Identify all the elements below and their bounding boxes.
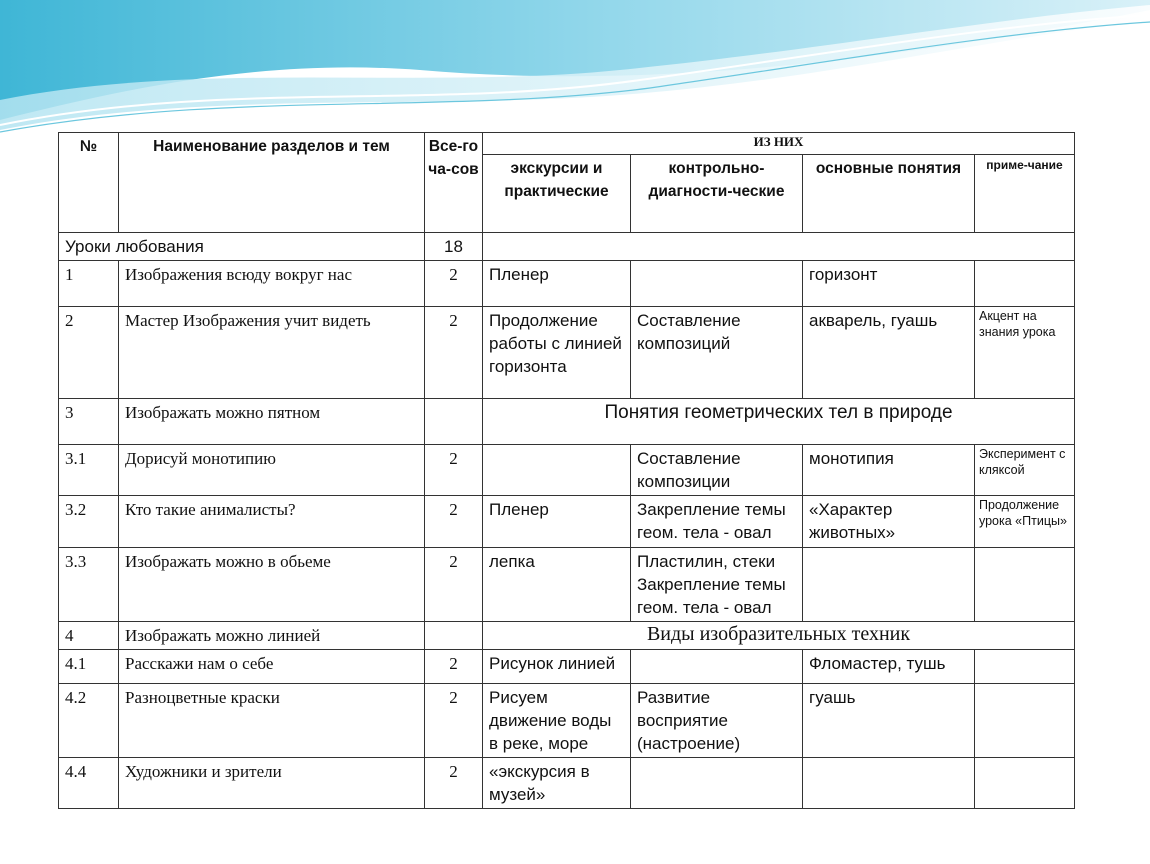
row-name: Дорисуй монотипию [119,445,425,496]
table-row [59,445,1075,496]
row-excursions: Пленер [483,261,631,307]
row-excursions: Рисуем движение воды в реке, море [483,684,631,758]
row-number: 4.2 [59,684,119,758]
header-name: Наименование разделов и тем [119,133,425,233]
row-number: 3 [59,399,119,445]
table-row [59,261,1075,307]
row-hours: 2 [425,684,483,758]
row-hours: 2 [425,307,483,399]
row-number: 2 [59,307,119,399]
row-number: 3.1 [59,445,119,496]
row-number: 4 [59,622,119,650]
row-note [975,684,1075,758]
row-concepts: монотипия [803,445,975,496]
row-number: 4.4 [59,758,119,809]
row-control [631,758,803,809]
header-control: контрольно-диагности-ческие [631,155,803,233]
row-excursions: «экскурсия в музей» [483,758,631,809]
row-hours: 2 [425,650,483,684]
row-name: Расскажи нам о себе [119,650,425,684]
row-number: 4.1 [59,650,119,684]
table-row [59,548,1075,622]
row-number: 3.3 [59,548,119,622]
row-concepts [803,758,975,809]
section-hours: 18 [425,233,483,261]
section-empty [483,233,1075,261]
row-control: Пластилин, стеки Закрепление темы геом. тела - овал [631,548,803,622]
header-concepts: основные понятия [803,155,975,233]
row-hours: 2 [425,758,483,809]
header-hours: Все-го ча-сов [425,133,483,233]
header-excursions: экскурсии и практические [483,155,631,233]
row-concepts [803,548,975,622]
row-concepts: «Характер животных» [803,496,975,548]
row-name: Изображения всюду вокруг нас [119,261,425,307]
row-excursions: Продолжение работы с линией горизонта [483,307,631,399]
row-control: Составление композиции [631,445,803,496]
section-title: Уроки любования [59,233,425,261]
table-row [59,758,1075,809]
row-control: Развитие восприятие (настроение) [631,684,803,758]
row-hours [425,399,483,445]
row-excursions: Рисунок линией [483,650,631,684]
header-note: приме-чание [975,155,1075,233]
row-span-text: Виды изобразительных техник [483,622,1075,650]
table-row [59,496,1075,548]
table-row [59,650,1075,684]
row-control [631,261,803,307]
row-name: Разноцветные краски [119,684,425,758]
row-concepts: гуашь [803,684,975,758]
row-concepts: акварель, гуашь [803,307,975,399]
row-name: Кто такие анималисты? [119,496,425,548]
header-row-1 [59,133,1075,155]
row-note [975,261,1075,307]
row-span-text: Понятия геометрических тел в природе [483,399,1075,445]
table-row [59,307,1075,399]
header-number: № [59,133,119,233]
row-note: Эксперимент с кляксой [975,445,1075,496]
row-name: Изображать можно в обьеме [119,548,425,622]
row-hours: 2 [425,496,483,548]
decorative-wave-banner [0,0,1150,140]
row-control: Закрепление темы геом. тела - овал [631,496,803,548]
row-note: Акцент на знания урока [975,307,1075,399]
row-name: Художники и зрители [119,758,425,809]
row-hours [425,622,483,650]
row-number: 3.2 [59,496,119,548]
row-excursions [483,445,631,496]
row-note [975,548,1075,622]
table-row [59,399,1075,445]
section-row [59,233,1075,261]
row-note [975,758,1075,809]
row-hours: 2 [425,261,483,307]
row-excursions: лепка [483,548,631,622]
row-name: Изображать можно пятном [119,399,425,445]
row-concepts: горизонт [803,261,975,307]
row-name: Изображать можно линией [119,622,425,650]
row-number: 1 [59,261,119,307]
row-control: Составление композиций [631,307,803,399]
row-concepts: Фломастер, тушь [803,650,975,684]
row-note: Продолжение урока «Птицы» [975,496,1075,548]
row-hours: 2 [425,445,483,496]
row-name: Мастер Изображения учит видеть [119,307,425,399]
row-note [975,650,1075,684]
row-control [631,650,803,684]
header-of-them: ИЗ НИХ [483,133,1075,155]
table-row [59,684,1075,758]
curriculum-table [58,132,1075,809]
row-excursions: Пленер [483,496,631,548]
row-hours: 2 [425,548,483,622]
table-row [59,622,1075,650]
